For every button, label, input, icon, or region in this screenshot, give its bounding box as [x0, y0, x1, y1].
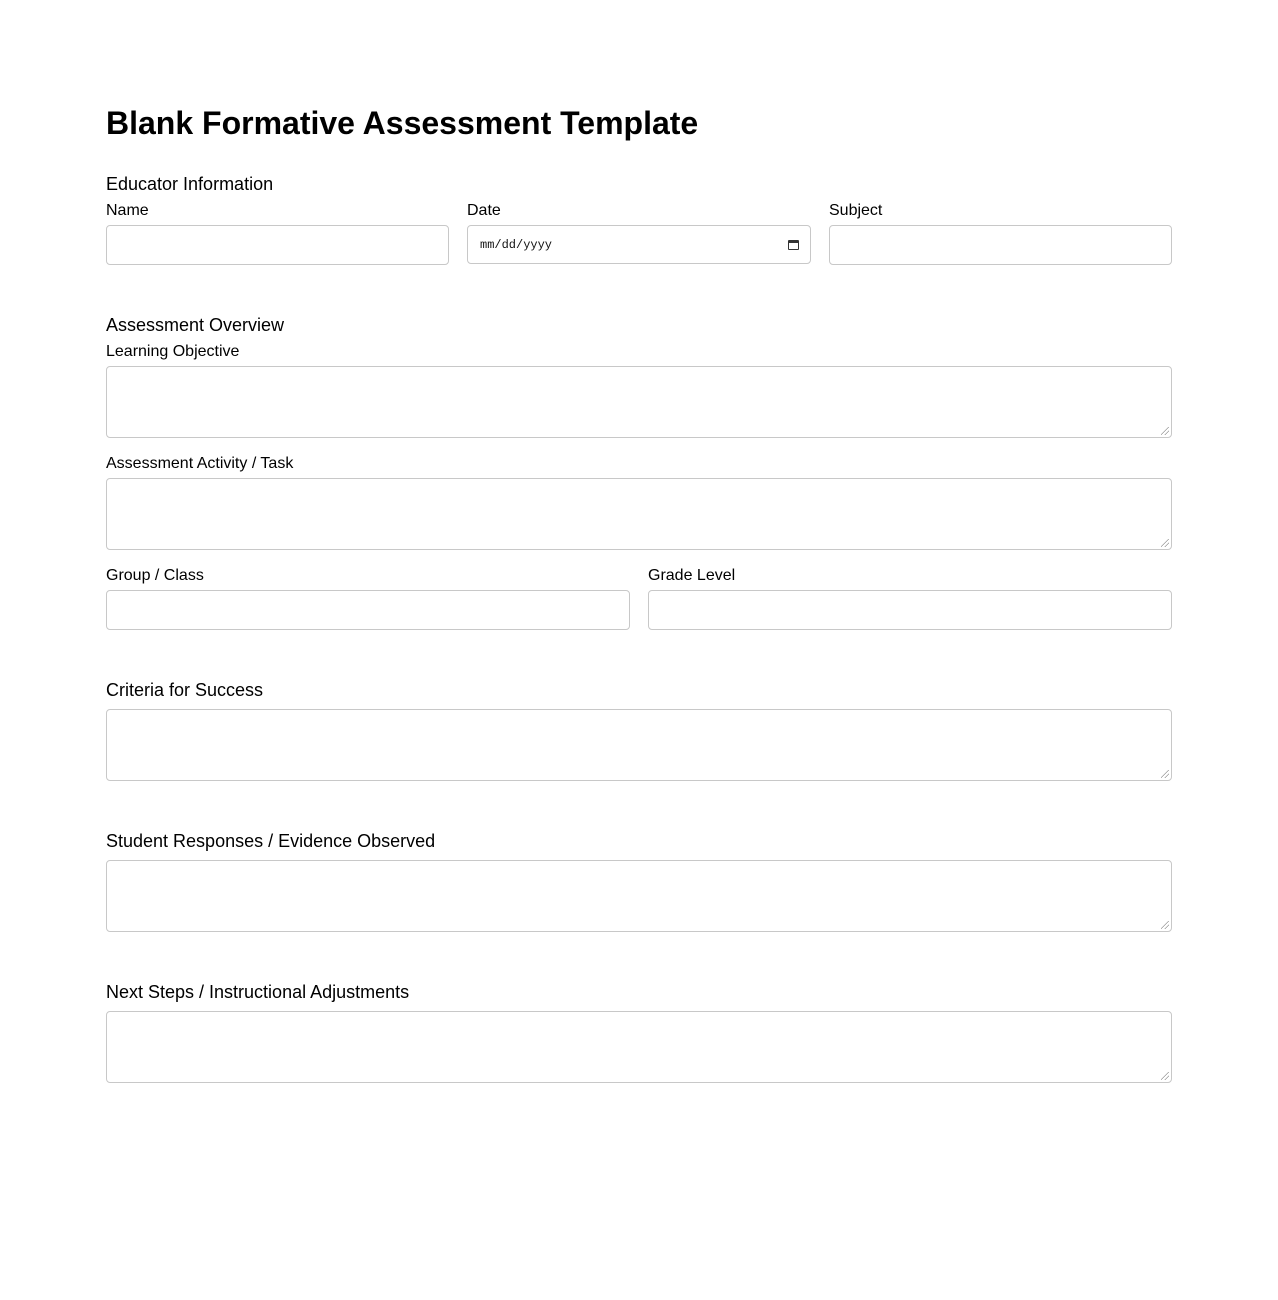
grade-level-input[interactable]	[648, 590, 1172, 630]
student-responses-textarea[interactable]	[106, 860, 1172, 932]
date-placeholder: mm/dd/yyyy	[480, 237, 553, 252]
resize-handle-icon[interactable]	[1161, 1072, 1169, 1080]
date-input[interactable]	[467, 225, 811, 264]
section-heading-next-steps: Next Steps / Instructional Adjustments	[106, 982, 410, 1002]
group-class-label: Group / Class	[106, 567, 204, 584]
page-title: Blank Formative Assessment Template	[106, 105, 699, 141]
subject-label: Subject	[829, 202, 883, 219]
name-label: Name	[106, 202, 149, 219]
resize-handle-icon[interactable]	[1161, 921, 1169, 929]
group-class-input[interactable]	[106, 590, 630, 630]
learning-objective-textarea[interactable]	[106, 366, 1172, 438]
grade-level-label: Grade Level	[648, 567, 736, 584]
subject-input[interactable]	[829, 225, 1172, 265]
section-heading-educator-information: Educator Information	[106, 174, 274, 194]
assessment-activity-textarea[interactable]	[106, 478, 1172, 550]
assessment-activity-label: Assessment Activity / Task	[106, 455, 294, 472]
next-steps-textarea[interactable]	[106, 1011, 1172, 1083]
section-heading-student-responses: Student Responses / Evidence Observed	[106, 831, 436, 851]
resize-handle-icon[interactable]	[1161, 539, 1169, 547]
section-heading-criteria-for-success: Criteria for Success	[106, 680, 264, 700]
section-heading-assessment-overview: Assessment Overview	[106, 315, 285, 335]
learning-objective-label: Learning Objective	[106, 343, 240, 360]
criteria-for-success-textarea[interactable]	[106, 709, 1172, 781]
date-label: Date	[467, 202, 501, 219]
resize-handle-icon[interactable]	[1161, 770, 1169, 778]
calendar-icon[interactable]	[788, 240, 799, 250]
name-input[interactable]	[106, 225, 449, 265]
resize-handle-icon[interactable]	[1161, 427, 1169, 435]
